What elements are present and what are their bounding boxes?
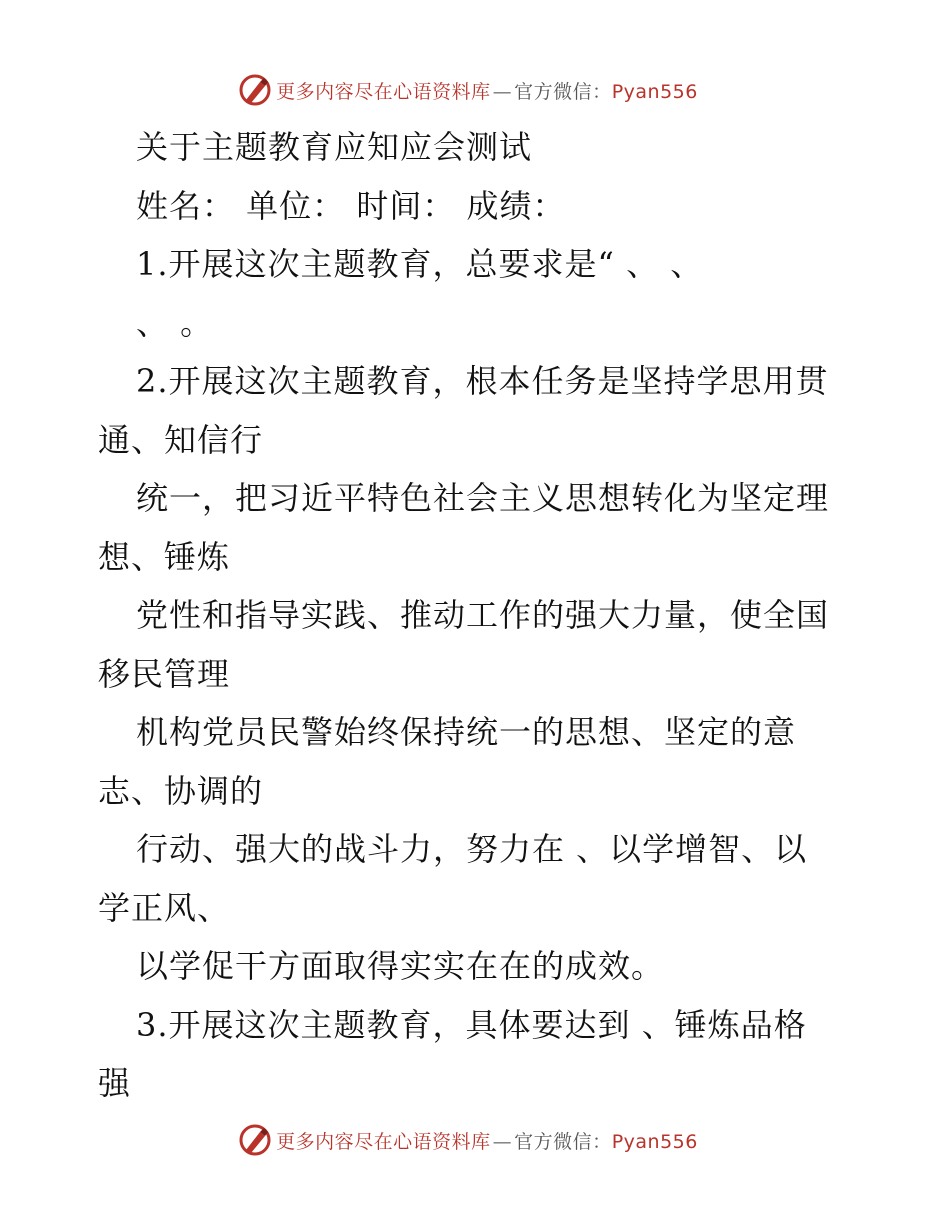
- text-line-15: 强: [98, 1064, 132, 1102]
- watermark-dash-bottom: —: [492, 1130, 513, 1153]
- text-line-1: 1.开展这次主题教育，总要求是“ 、 、: [136, 245, 704, 283]
- text-line-11: 行动、强大的战斗力，努力在 、以学增智、以: [136, 830, 808, 868]
- watermark-main-bottom: 更多内容尽在心语资料库: [276, 1130, 491, 1153]
- footer-watermark: [0, 1120, 950, 1160]
- text-line-8: 移民管理: [98, 654, 231, 693]
- text-line-13: 以学促干方面取得实实在在的成效。: [136, 947, 665, 985]
- watermark-text: [276, 77, 698, 104]
- pen-logo-icon: [238, 1123, 272, 1157]
- header-watermark: [0, 70, 950, 110]
- watermark-id-bottom: Pyan556: [611, 1130, 698, 1153]
- text-line-4: 通、知信行: [98, 420, 264, 459]
- text-line-14: 3.开展这次主题教育，具体要达到 、锤炼品格: [136, 1005, 807, 1044]
- watermark-group-bottom: [238, 1123, 698, 1157]
- pen-logo-icon: [238, 73, 272, 107]
- watermark-label-bottom: 官方微信：: [514, 1130, 612, 1153]
- watermark-label: 官方微信：: [514, 80, 612, 103]
- text-line-10: 志、协调的: [98, 771, 264, 810]
- watermark-text-bottom: [276, 1127, 698, 1154]
- document-title: 关于主题教育应知应会测试: [136, 128, 533, 166]
- text-line-9: 机构党员民警始终保持统一的思想、坚定的意: [136, 713, 797, 751]
- info-line: 姓名： 单位： 时间： 成绩：: [136, 186, 566, 225]
- watermark-dash: —: [492, 80, 513, 103]
- text-line-5: 统一，把习近平特色社会主义思想转化为坚定理: [136, 479, 830, 517]
- text-line-3: 2.开展这次主题教育，根本任务是坚持学思用贯: [136, 362, 829, 400]
- watermark-group: [238, 73, 698, 107]
- text-line-12: 学正风、: [98, 888, 231, 927]
- text-line-7: 党性和指导实践、推动工作的强大力量，使全国: [136, 596, 830, 634]
- watermark-id: Pyan556: [611, 80, 698, 103]
- document-body: [98, 118, 858, 1113]
- watermark-main: 更多内容尽在心语资料库: [276, 80, 491, 103]
- text-line-2: 、 。: [136, 303, 214, 342]
- text-line-6: 想、锤炼: [98, 537, 231, 576]
